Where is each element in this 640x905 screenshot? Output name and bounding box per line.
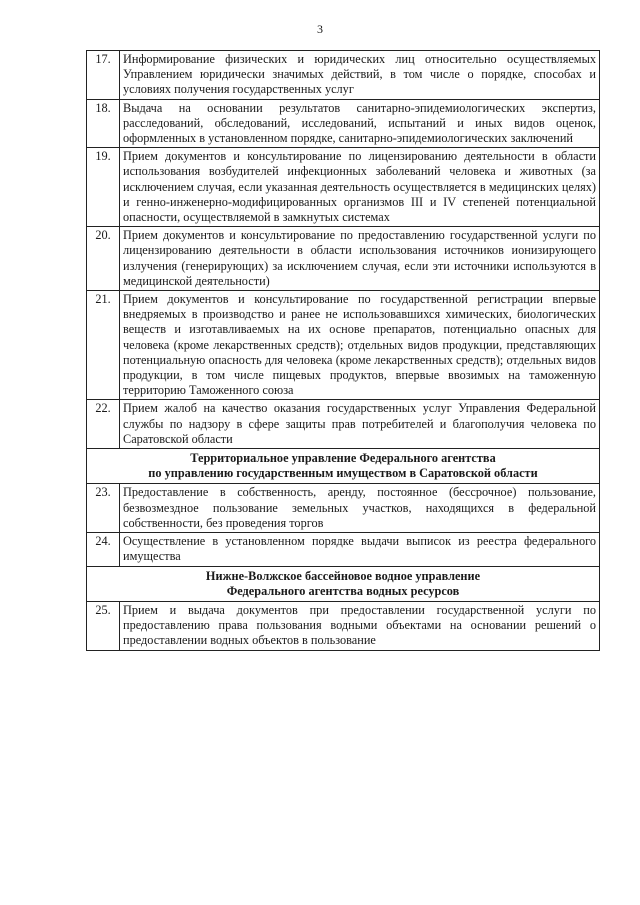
section-heading (87, 566, 600, 601)
table-row (87, 99, 600, 148)
table-row (87, 601, 600, 650)
service-description: Осуществление в установленном порядке выдачи выписок из реестра федерального имущества (120, 533, 600, 566)
row-number: 19. (87, 148, 120, 227)
service-description: Информирование физических и юридических лиц относительно осуществляемых Управлением юридически значимых действий, в том числе о порядке, способах и условиях получения государственных услуг (120, 51, 600, 100)
row-number: 21. (87, 291, 120, 400)
section-heading-line: Территориальное управление Федерального агентства (190, 451, 496, 466)
row-number: 20. (87, 227, 120, 291)
page-number: 3 (317, 22, 323, 36)
service-description: Прием и выдача документов при предоставлении государственной услуги по предоставлению права пользования водными объектами на основании решений о предоставлении водных объектов в пользование (120, 601, 600, 650)
row-number: 17. (87, 51, 120, 100)
section-heading (87, 449, 600, 484)
service-description: Предоставление в собственность, аренду, постоянное (бессрочное) пользование, безвозмездное пользование земельных участков, находящихся в федеральной собственности, без проведения торгов (120, 484, 600, 533)
table-row (87, 291, 600, 400)
row-number: 25. (87, 601, 120, 650)
row-number: 24. (87, 533, 120, 566)
table-row (87, 484, 600, 533)
service-description: Выдача на основании результатов санитарно-эпидемиологических экспертиз, расследований, обследований, исследований, испытаний и иных видов оценок, оформленных в установленном порядке, санитарно-эпидемиологических заключений (120, 99, 600, 148)
table-row (87, 227, 600, 291)
section-header-row (87, 566, 600, 601)
table-row (87, 533, 600, 566)
section-heading-line: Нижне-Волжское бассейновое водное управление (205, 568, 481, 583)
row-number: 23. (87, 484, 120, 533)
table-row (87, 148, 600, 227)
section-heading-line: по управлению государственным имуществом в Саратовской области (148, 466, 538, 481)
service-description: Прием жалоб на качество оказания государственных услуг Управления Федеральной службы по надзору в сфере защиты прав потребителей и благополучия человека по Саратовской области (120, 400, 600, 449)
row-number: 22. (87, 400, 120, 449)
section-header-row (87, 449, 600, 484)
table-row (87, 400, 600, 449)
service-description: Прием документов и консультирование по предоставлению государственной услуги по лицензированию деятельности в области использования источников ионизирующего излучения (генерирующих) за исключением случая, если эти источники используются в медицинской деятельности) (120, 227, 600, 291)
section-heading-line: Федерального агентства водных ресурсов (226, 583, 460, 598)
service-description: Прием документов и консультирование по лицензированию деятельности в области использования возбудителей инфекционных заболеваний человека и животных (за исключением случая, если указанная деятельность осуществляется в медицинских целях) и генно-инженерно-модифицированных организмов III и IV степеней потенциальной опасности, осуществляемой в замкнутых системах (120, 148, 600, 227)
service-description: Прием документов и консультирование по государственной регистрации впервые внедряемых в производство и ранее не использовавшихся химических, биологических веществ и изготавливаемых на их основе препаратов, потенциально опасных для человека (кроме лекарственных средств); отдельных видов продукции, представляющих потенциальную опасность для человека (кроме лекарственных средств); отдельных видов продукции, в том числе пищевых продуктов, впервые ввозимых на таможенную территорию Таможенного союза (120, 291, 600, 400)
row-number: 18. (87, 99, 120, 148)
table-row (87, 51, 600, 100)
services-table (86, 50, 600, 651)
